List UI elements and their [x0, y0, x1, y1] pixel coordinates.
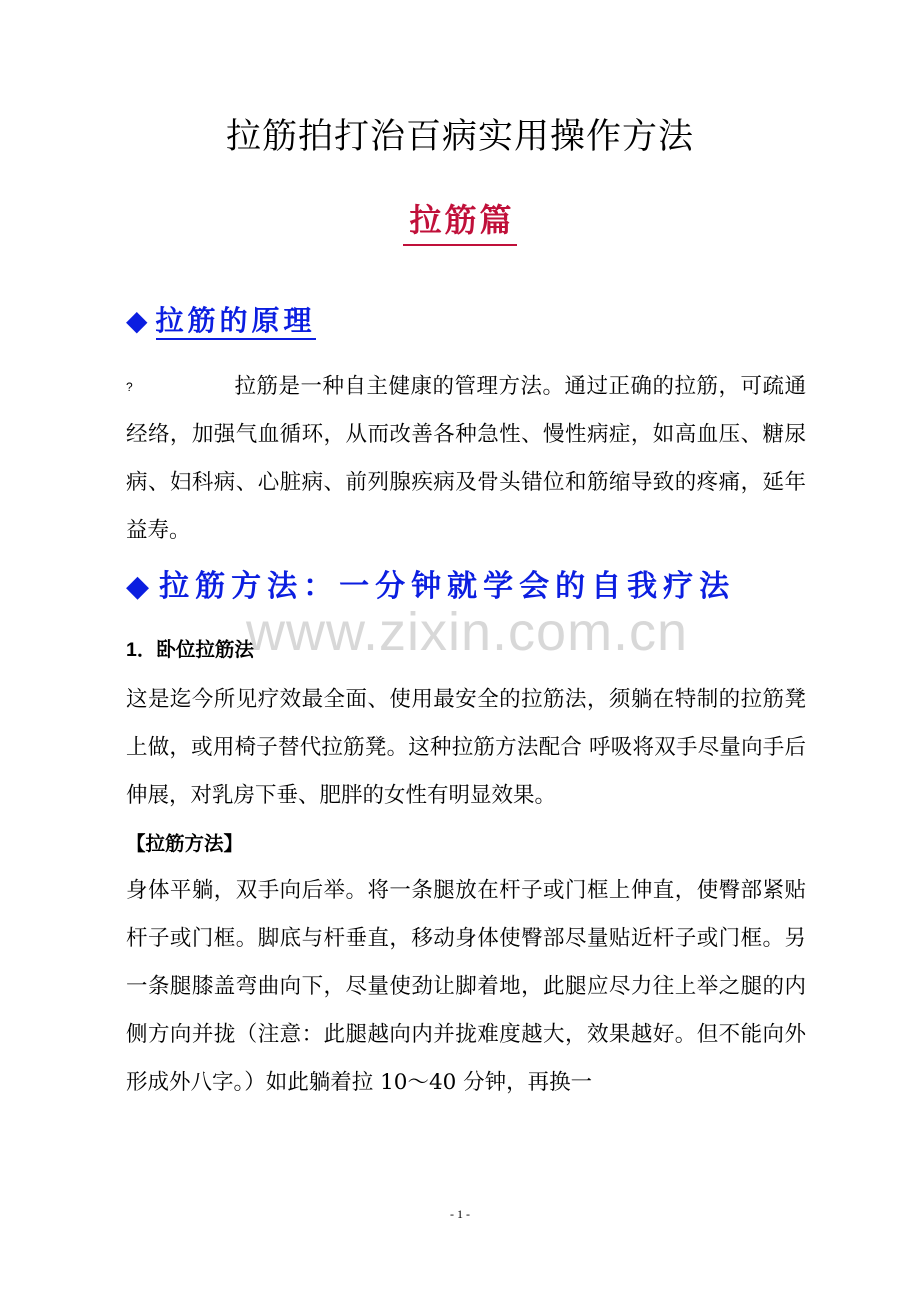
diamond-icon: ◆ [126, 304, 152, 337]
diamond-icon: ◆ [126, 569, 156, 604]
method-paragraph: 身体平躺，双手向后举。将一条腿放在杆子或门框上伸直，使臀部紧贴杆子或门框。脚底与杆垂直，移动身体使臀部尽量贴近杆子或门框。另一条腿膝盖弯曲向下，尽量使劲让脚着地，此腿应尽力往上举之腿的内侧方向并拢（注意：此腿越向内并拢难度越大，效果越好。但不能向外形成外八字。）如此躺着拉 10～40 分钟，再换一 [126, 878, 806, 1095]
bullet-glyph: ? [126, 380, 133, 394]
page-number: - 1 - [450, 1207, 470, 1221]
subtitle-text: 拉筋篇 [403, 196, 516, 246]
page-subtitle [0, 196, 920, 246]
principle-text: 拉筋是一种自主健康的管理方法。通过正确的拉筋，可疏通经络，加强气血循环，从而改善各种急性、慢性病症，如高血压、糖尿病、妇科病、心脏病、前列腺疾病及骨头错位和筋缩导致的疼痛，延年益寿。 [126, 374, 806, 543]
principle-paragraph [126, 363, 806, 555]
method-heading: 【拉筋方法】 [126, 833, 244, 855]
section-heading-principle [126, 300, 316, 342]
section-heading-text: 拉筋方法：一分钟就学会的自我疗法 [159, 569, 736, 604]
section-heading-text: 拉筋的原理 [156, 304, 316, 340]
lying-stretch-paragraph: 这是迄今所见疗效最全面、使用最安全的拉筋法，须躺在特制的拉筋凳上做，或用椅子替代拉筋凳。这种拉筋方法配合 呼吸将双手尽量向手后伸展，对乳房下垂、肥胖的女性有明显效果。 [126, 687, 806, 808]
page-title: 拉筋拍打治百病实用操作方法 [225, 117, 694, 157]
watermark: www.zixin.com.cn [246, 602, 689, 662]
item-heading-lying-stretch: 1．卧位拉筋法 [126, 639, 254, 661]
